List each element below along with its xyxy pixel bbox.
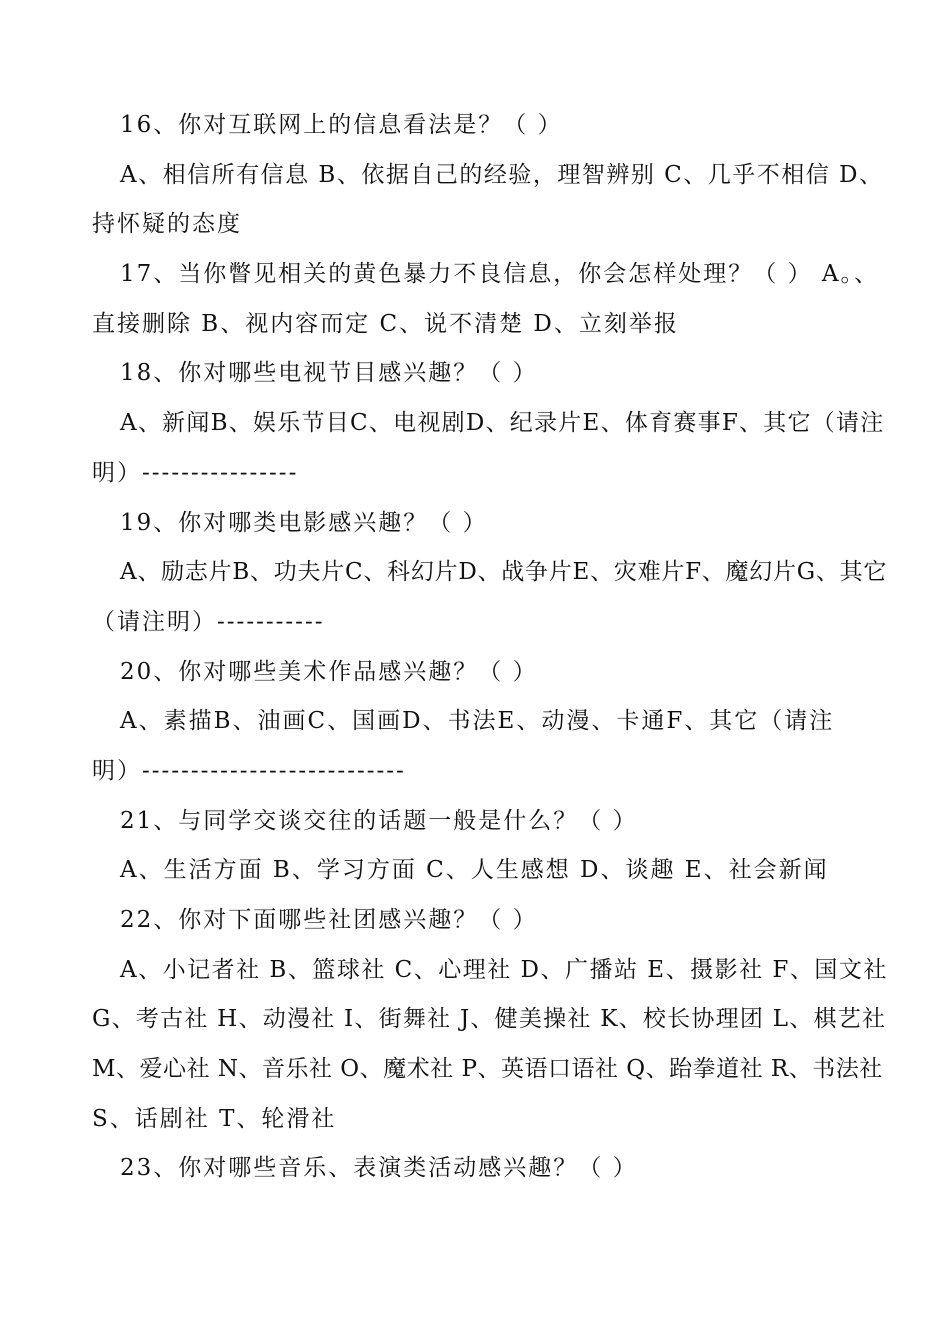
text-line: 21、与同学交谈交往的话题一般是什么？（ ） (120, 807, 638, 834)
text-line: A、素描B、油画C、国画D、书法E、动漫、卡通F、其它（请注 (120, 708, 835, 735)
text-line: A、小记者社 B、篮球社 C、心理社 D、广播站 E、摄影社 F、国文社 (120, 956, 888, 983)
text-line: S、话剧社 T、轮滑社 (92, 1105, 337, 1132)
text-line: A、励志片B、功夫片C、科幻片D、战争片E、灾难片F、魔幻片G、其它 (120, 559, 888, 586)
text-line: 明）--------------------------- (92, 757, 406, 784)
questionnaire-text (92, 101, 888, 1194)
text-line: 明）---------------- (92, 459, 299, 486)
text-line: A、相信所有信息 B、依据自己的经验，理智辨别 C、几乎不相信 D、 (120, 161, 884, 188)
text-line: M、爱心社 N、音乐社 O、魔术社 P、英语口语社 Q、跆拳道社 R、书法社 (92, 1056, 883, 1083)
text-line: A、新闻B、娱乐节目C、电视剧D、纪录片E、体育赛事F、其它（请注 (120, 410, 885, 437)
text-line: 直接删除 B、视内容而定 C、说不清楚 D、立刻举报 (92, 310, 679, 337)
text-line: （请注明）----------- (92, 608, 325, 635)
text-line: 22、你对下面哪些社团感兴趣？（ ） (120, 907, 538, 933)
text-line: 16、你对互联网上的信息看法是？（ ） (120, 112, 563, 138)
text-line: 18、你对哪些电视节目感兴趣？（ ） (120, 360, 538, 387)
text-line: G、考古社 H、动漫社 I、街舞社 J、健美操社 K、校长协理团 L、棋艺社 (92, 1006, 887, 1033)
text-line: 20、你对哪些美术作品感兴趣？（ ） (120, 658, 538, 685)
text-line: 23、你对哪些音乐、表演类活动感兴趣？（ ） (120, 1155, 638, 1182)
text-line: 17、当你瞥见相关的黄色暴力不良信息，你会怎样处理？（ ） A。、 (120, 261, 879, 288)
text-line: 持怀疑的态度 (92, 211, 242, 238)
text-line: A、生活方面 B、学习方面 C、人生感想 D、谈趣 E、社会新闻 (120, 857, 829, 884)
text-line: 19、你对哪类电影感兴趣？（ ） (120, 509, 488, 536)
